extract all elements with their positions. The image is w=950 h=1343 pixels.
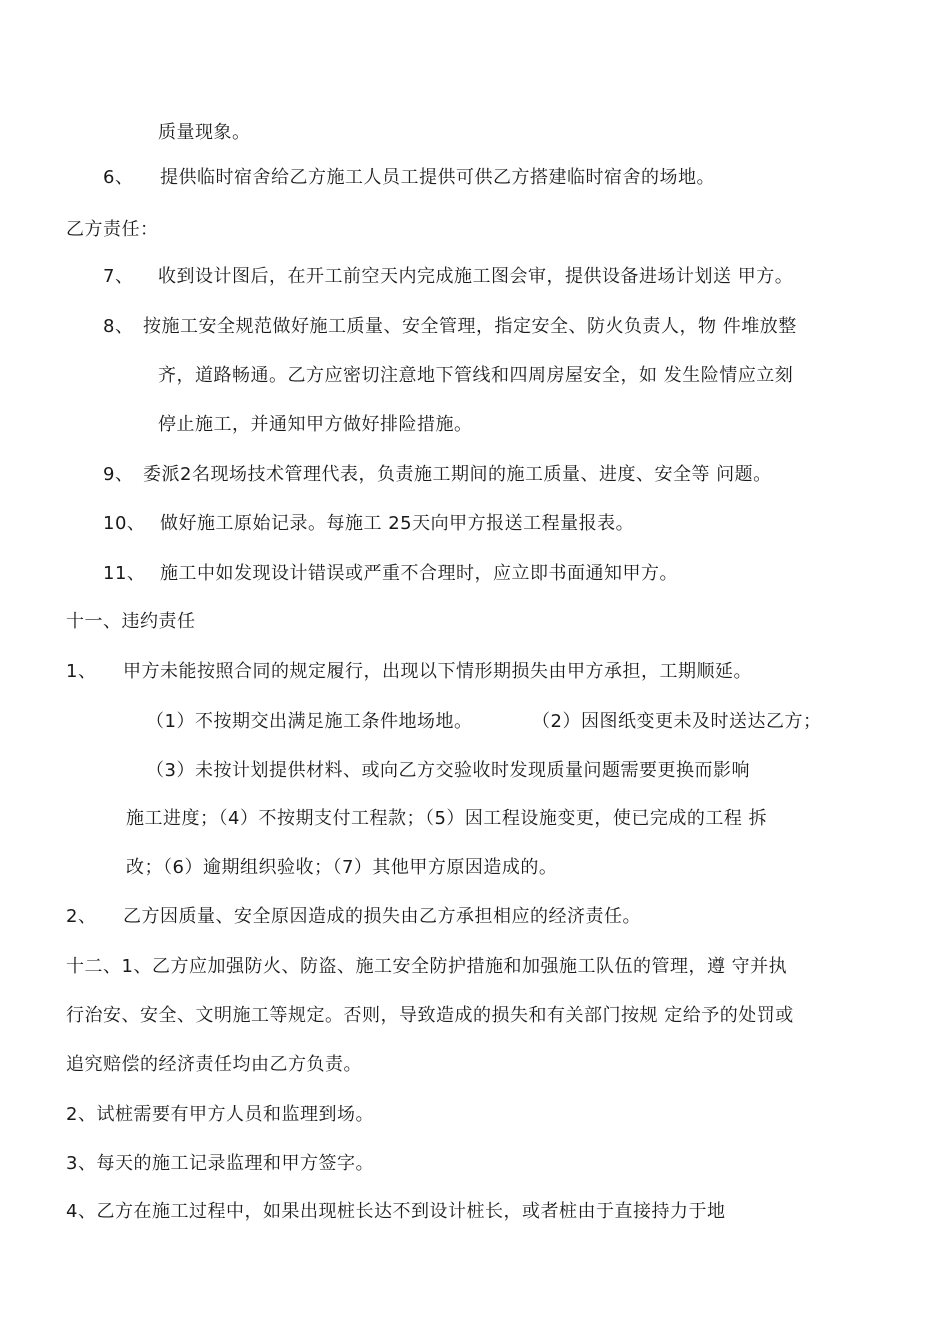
text-line: 乙方因质量、安全原因造成的损失由乙方承担相应的经济责任。: [123, 906, 641, 927]
item-number: 1、: [66, 661, 97, 682]
item-number: 7、: [103, 266, 134, 287]
text-line: 行治安、安全、文明施工等规定。否则，导致造成的损失和有关部门按规 定给予的处罚或: [66, 1005, 794, 1026]
text-line: 2、试桩需要有甲方人员和监理到场。: [66, 1104, 374, 1125]
text-line: 质量现象。: [158, 122, 251, 143]
item-number: 2、: [66, 906, 97, 927]
text-line: 提供临时宿舍给乙方施工人员工提供可供乙方搭建临时宿舍的场地。: [160, 167, 715, 188]
text-line: 甲方未能按照合同的规定履行，出现以下情形期损失由甲方承担，工期顺延。: [123, 661, 752, 682]
item-number: 8、: [103, 316, 134, 337]
item-number: 6、: [103, 167, 134, 188]
text-line: 追究赔偿的经济责任均由乙方负责。: [66, 1054, 362, 1075]
section-heading: 乙方责任：: [66, 219, 159, 240]
item-number: 9、: [103, 464, 134, 485]
text-line: 委派2名现场技术管理代表，负责施工期间的施工质量、进度、安全等 问题。: [143, 464, 772, 485]
item-number: 11、: [103, 563, 146, 584]
text-line: 3、每天的施工记录监理和甲方签字。: [66, 1153, 374, 1174]
text-line: 4、乙方在施工过程中，如果出现桩长达不到设计桩长，或者桩由于直接持力于地: [66, 1201, 726, 1222]
text-line: （3）未按计划提供材料、或向乙方交验收时发现质量问题需要更换而影响: [146, 760, 750, 781]
text-line: 施工中如发现设计错误或严重不合理时，应立即书面通知甲方。: [160, 563, 678, 584]
text-line: 齐，道路畅通。乙方应密切注意地下管线和四周房屋安全，如 发生险情应立刻: [158, 365, 794, 386]
numbered-item-6: [103, 166, 133, 190]
text-line: 施工进度；（4）不按期支付工程款；（5）因工程设施变更，使已完成的工程 拆: [126, 808, 768, 829]
text-line: 停止施工，并通知甲方做好排险措施。: [158, 414, 473, 435]
text-line: 十二、1、乙方应加强防火、防盗、施工安全防护措施和加强施工队伍的管理，遵 守并执: [66, 956, 788, 977]
section-heading: 十一、违约责任: [66, 611, 196, 632]
item-number: 10、: [103, 513, 146, 534]
text-line: 做好施工原始记录。每施工 25天向甲方报送工程量报表。: [160, 513, 635, 534]
text-line: 改；（6）逾期组织验收；（7）其他甲方原因造成的。: [126, 857, 558, 878]
text-line: （1）不按期交出满足施工条件地场地。: [146, 711, 473, 732]
text-line: 按施工安全规范做好施工质量、安全管理，指定安全、防火负责人，物 件堆放整: [143, 316, 797, 337]
text-line: （2）因图纸变更未及时送达乙方；: [532, 711, 822, 732]
text-line: 收到设计图后，在开工前空天内完成施工图会审，提供设备进场计划送 甲方。: [158, 266, 794, 287]
